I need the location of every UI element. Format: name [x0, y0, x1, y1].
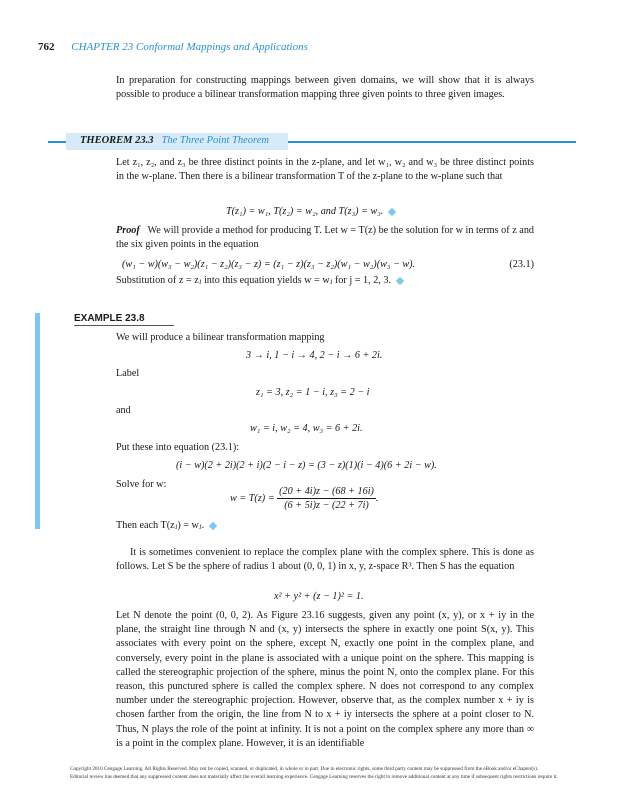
end-of-example-icon	[209, 521, 217, 529]
sphere-paragraph: It is sometimes convenient to replace the complex plane with the complex sphere. This is done as follows. Let S be the sphere of radius 1 about (0, 0, 1) in x, y, z-space R³. Then S has the equation	[116, 547, 534, 573]
z-points: z₁ = 3, z₂ = 1 − i, z₃ = 2 − i	[256, 387, 370, 398]
chapter-title: CHAPTER 23 Conformal Mappings and Applications	[71, 41, 308, 53]
end-of-proof-icon	[396, 276, 404, 284]
label-word: Label	[116, 368, 140, 379]
and-word: and	[116, 405, 131, 416]
solution-equation: w = T(z) = $\frac{(20 + 4i)z - (68 + 16i)}{(6 + 5i)z - (22 + 7i)}$ .	[230, 486, 379, 511]
sphere-equation: x² + y² + (z − 1)² = 1.	[274, 591, 364, 602]
then-line: Then each T(zⱼ) = wⱼ.	[116, 519, 216, 533]
example-mapping: 3 → i, 1 − i → 4, 2 − i → 6 + 2i.	[246, 350, 383, 361]
example-intro: We will produce a bilinear transformation mapping	[116, 332, 325, 343]
theorem-heading	[80, 135, 269, 146]
proof-end: Substitution of z = zⱼ into this equation yields w = wⱼ for j = 1, 2, 3.	[116, 274, 403, 288]
put-line: Put these into equation (23.1):	[116, 442, 240, 453]
theorem-label: THEOREM 23.3	[80, 135, 154, 146]
theorem-statement: Let z₁, z₂, and z₃ be three distinct points in the z-plane, and let w₁, w₂ and w₃ be three distinct points in the w-plane. Then there is a bilinear transformation T of the z-plane to the w-plane such that	[116, 157, 534, 183]
solution-numerator: (20 + 4i)z − (68 + 16i)	[279, 486, 374, 497]
proof-paragraph	[116, 224, 534, 252]
theorem-equation: T(z₁) = w₁, T(z₂) = w₂, and T(z₃) = w₃.	[226, 206, 395, 217]
solution-denominator: (6 + 5i)z − (22 + 7i)	[284, 500, 369, 511]
copyright-line-1: Copyright 2010 Cengage Learning. All Rights Reserved. May not be copied, scanned, or duplicated, in whole or in part. Due to electronic rights, some third party content may be suppressed from the eBook and/or eChapter(s).	[70, 766, 539, 772]
example-sidebar	[35, 313, 40, 529]
intro-paragraph: In preparation for constructing mappings between given domains, we will show that it is always possible to produce a bilinear transformation mapping three given points to three given images.	[116, 75, 534, 101]
copyright-line-2: Editorial review has deemed that any suppressed content does not materially affect the overall learning experience. Cengage Learning reserves the right to remove additional content at any time if subsequent rights restrictions require it.	[70, 774, 558, 780]
running-header	[38, 41, 308, 53]
projection-paragraph: Let N denote the point (0, 0, 2). As Figure 23.16 suggests, given any point (x, y), or x + iy in the plane, the straight line through N and (x, y) intersects the sphere in exactly one point S(x, y). This associates with every point on the sphere, except N, exactly one point in the complex plane, and conversely, every point in the plane is associated with a unique point on the sphere. This mapping is called the stereographic projection of the sphere, minus the point N, onto the complex plane. For this reason, this punctured sphere is called the complex sphere. N does not correspond to any complex number under the stereographic projection. However, observe that, as the complex number x + iy is chosen farther from the origin, the line from N to x + iy intersects the sphere at a point closer to N. Thus, N plays the role of the point at infinity. It is not a point on the complex sphere any more than ∞ is a point in the complex plane. However, it is an identifiable	[116, 610, 534, 749]
w-points: w₁ = i, w₂ = 4, w₃ = 6 + 2i.	[250, 423, 363, 434]
solution-lhs: w = T(z) =	[230, 492, 275, 504]
proof-label: Proof	[116, 225, 140, 236]
proof-equation: (w₁ − w)(w₃ − w₂)(z₁ − z₂)(z₃ − z) = (z₁ − z)(z₃ − z₂)(w₁ − w₂)(w₃ − w).	[122, 259, 416, 270]
page-number: 762	[38, 41, 55, 53]
proof-text: We will provide a method for producing T. Let w = T(z) be the solution for w in terms of z and the six given points in the equation	[116, 225, 535, 251]
example-title: EXAMPLE 23.8	[74, 313, 145, 324]
example-rule	[74, 325, 174, 326]
substituted-equation: (i − w)(2 + 2i)(2 + i)(2 − i − z) = (3 − z)(1)(i − 4)(6 + 2i − w).	[176, 460, 437, 471]
solution-fraction	[277, 486, 376, 511]
equation-number: (23.1)	[509, 259, 534, 270]
solve-line: Solve for w:	[116, 479, 167, 490]
end-of-theorem-icon	[388, 207, 396, 215]
theorem-name: The Three Point Theorem	[161, 135, 269, 146]
